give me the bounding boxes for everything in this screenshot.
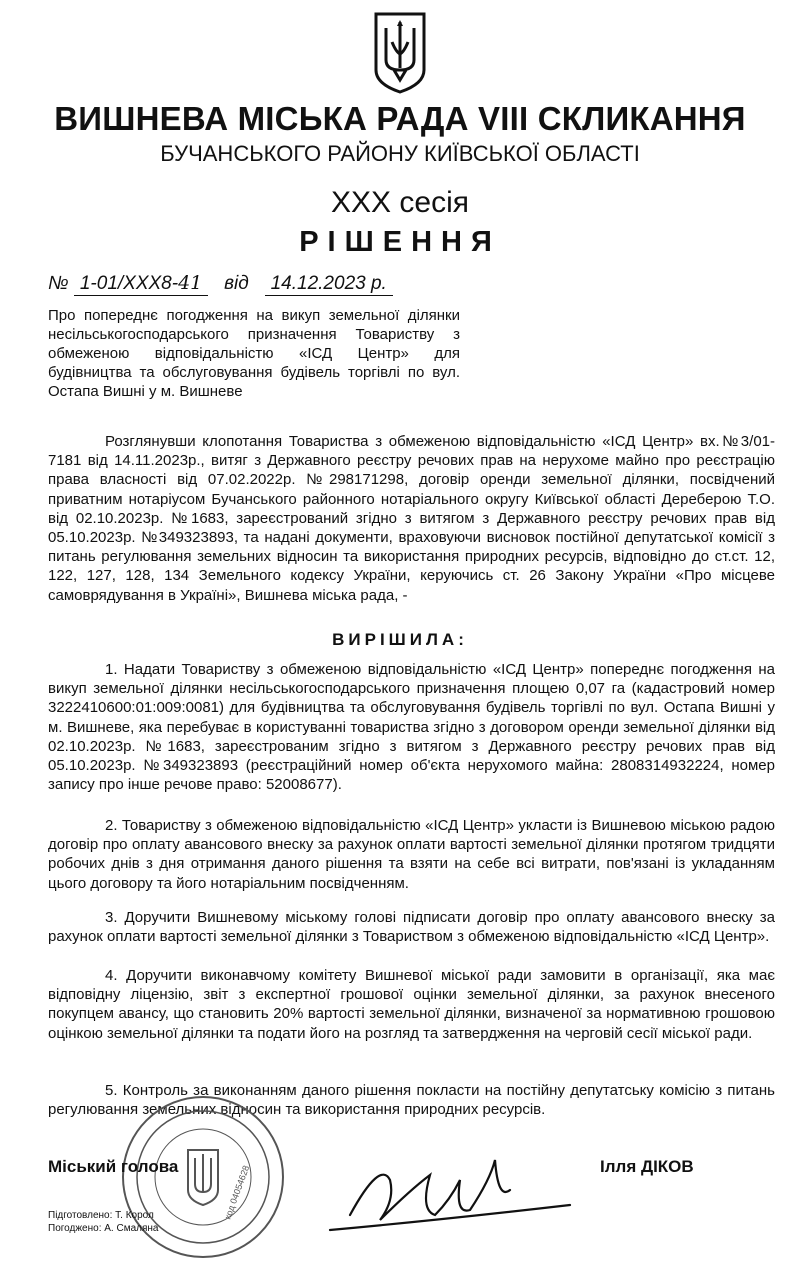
prepared-by (48, 1209, 158, 1235)
decision-date: 14.12.2023 р. (265, 273, 393, 296)
decision-number-line (48, 272, 393, 296)
from-label: від (224, 273, 249, 294)
official-seal (118, 1092, 288, 1262)
resolved-heading: ВИРІШИЛА: (332, 630, 468, 649)
point-2: 2. Товариству з обмеженою відповідальністю «ІСД Центр» укласти із Вишневою міською радою договір про оплату авансового внеску за рахунок оплати вартості земельної ділянки протягом тридцяти робочих днів з дня отримання даного рішення та взяти на себе всі витрати, пов'язані із укладанням цього договору та його нотаріальним посвідченням. (48, 817, 775, 892)
seal-code-text: код 04054628 (222, 1164, 252, 1221)
document-type: РІШЕННЯ (299, 226, 501, 258)
district-subtitle: БУЧАНСЬКОГО РАЙОНУ КИЇВСЬКОЇ ОБЛАСТІ (160, 141, 640, 166)
preamble-paragraph: Розглянувши клопотання Товариства з обмеженою відповідальністю «ІСД Центр» вх.№3/01-7181 від 14.11.2023р., витяг з Державного реєстру речових прав на нерухоме майно про реєстрацію права власності від 07.02.2022р. №298171298, договір оренди земельної ділянки, посвідчений приватним нотаріусом Бучанського районного нотаріального округу Київської області Дереберою Т.О. від 02.10.2023р. №1683, зареєстрований згідно з витягом з Державного реєстру речових прав від 05.10.2023р. №349323893, та надані документи, враховуючи висновок постійної депутатської комісії з питань регулювання земельних відносин та використання природних ресурсів, відповідно до ст.ст. 12, 122, 127, 128, 134 Земельного кодексу України, керуючись ст. 26 Закону України «Про місцеве самоврядування в Україні», Вишнева міська рада, - (48, 433, 775, 604)
point-1: 1. Надати Товариству з обмеженою відповідальністю «ІСД Центр» попереднє погодження на викуп земельної ділянки несільськогосподарського призначення площею 0,07 га (кадастровий номер 3222410600:01:009:0081) для будівництва та обслуговування будівель торгівлі по вул. Остапа Вишні у м. Вишневе, яка перебуває в користуванні товариства згідно з договором оренди земельної ділянки від 02.10.2023р. №1683, зареєстрованим згідно з витягом з Державного реєстру речових прав від 05.10.2023р. №349323893 (реєстраційний номер об'єкта нерухомого майна: 2808314932224, номер запису про інше речове право: 52008677). (48, 661, 775, 794)
trident-emblem-icon (372, 12, 428, 94)
mayor-role: Міський голова (48, 1157, 179, 1176)
decision-subject: Про попереднє погодження на викуп земельної ділянки несільськогосподарського призначення Товариству з обмеженою відповідальністю «ІСД Центр» для будівництва та обслуговування будівель торгівлі по вул. Остапа Вишні у м. Вишневе (48, 307, 460, 400)
session-label: XXX сесія (331, 186, 469, 219)
council-title: ВИШНЕВА МІСЬКА РАДА VIII СКЛИКАННЯ (54, 100, 746, 137)
prepared-line: Підготовлено: Т. Корол (48, 1210, 154, 1221)
handwritten-number: 41 (178, 272, 203, 294)
handwritten-signature (320, 1120, 580, 1240)
decision-number: 1-01/XXX8-41 (74, 272, 208, 296)
agreed-line: Погоджено: А. Смаляна (48, 1223, 159, 1234)
point-5: 5. Контроль за виконанням даного рішення покласти на постійну депутатську комісію з питань регулювання земельних відносин та використання природних ресурсів. (48, 1082, 775, 1119)
number-prefix: № (48, 273, 69, 294)
mayor-name: Ілля ДІКОВ (600, 1157, 694, 1176)
point-3: 3. Доручити Вишневому міському голові підписати договір про оплату авансового внеску за рахунок оплати вартості земельної ділянки з Товариством з обмеженою відповідальністю «ІСД Центр». (48, 909, 775, 946)
point-4: 4. Доручити виконавчому комітету Вишневої міської ради замовити в організації, яка має відповідну ліцензію, звіт з експертної грошової оцінки земельної ділянки, за рахунок внесеного покупцем авансу, що становить 20% вартості земельної ділянки, визначеної за нормативною грошовою оцінкою земельної ділянки та подати його на розгляд та затвердження на черговій сесії міської ради. (48, 967, 775, 1042)
